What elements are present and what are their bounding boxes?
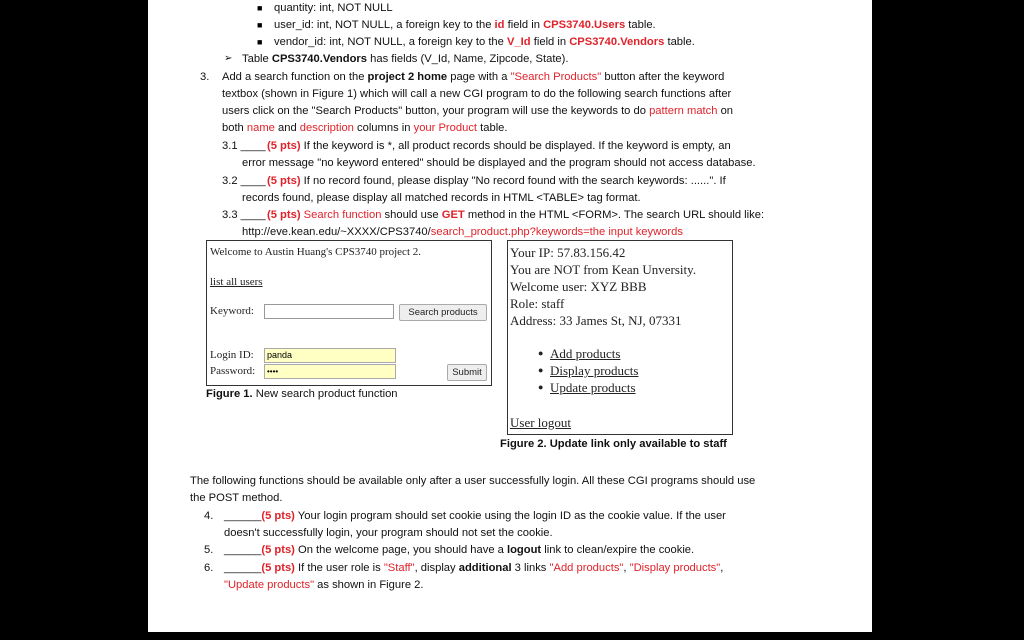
- display-products-link[interactable]: Display products: [550, 363, 639, 378]
- password-label: Password:: [210, 365, 256, 377]
- item-6-line-1: ______(5 pts) If the user role is "Staff", display additional 3 links "Add products", "Display products",: [224, 562, 724, 574]
- keyword-input[interactable]: [264, 304, 394, 319]
- bullet: ■: [257, 20, 263, 30]
- list-all-users-link[interactable]: list all users: [210, 276, 263, 288]
- item-3-line-4: both name and description columns in your Product table.: [222, 122, 508, 134]
- add-products-link[interactable]: Add products: [550, 346, 621, 361]
- item-6-number: 6.: [204, 562, 214, 574]
- not-kean-text: You are NOT from Kean Unversity.: [510, 262, 697, 277]
- bullet: ●: [538, 348, 544, 358]
- subitem-3-2-line-2: records found, please display all matched records in HTML <TABLE> tag format.: [242, 192, 641, 204]
- subitem-3-1-line-2: error message "no keyword entered" should be displayed and the program should not access database.: [242, 157, 756, 169]
- item-4-line-1: ______(5 pts) Your login program should set cookie using the login ID as the cookie value. If the user: [224, 510, 726, 522]
- subitem-3-2-line-1: (5 pts) If no record found, please display "No record found with the search keywords: ......". If: [267, 175, 726, 187]
- figure-2-caption: Figure 2. Update link only available to staff: [500, 438, 727, 450]
- item-3-line-3: users click on the "Search Products" button, your program will use the keywords to do pattern match on: [222, 105, 734, 117]
- submit-button[interactable]: Submit: [447, 364, 487, 381]
- vendors-table-line: Table CPS3740.Vendors has fields (V_Id, Name, Zipcode, State).: [242, 53, 569, 65]
- intro-line-2: the POST method.: [190, 492, 283, 504]
- subitem-3-1-line-1: (5 pts) If the keyword is *, all product records should be displayed. If the keyword is empty, an: [267, 140, 731, 152]
- login-id-label: Login ID:: [210, 349, 254, 361]
- item-5-line: ______(5 pts) On the welcome page, you should have a logout link to clean/expire the cookie.: [224, 544, 695, 556]
- arrow-bullet-icon: ➢: [224, 53, 233, 64]
- login-id-input[interactable]: panda: [264, 348, 396, 363]
- welcome-user-text: Welcome user: XYZ BBB: [510, 279, 647, 294]
- field-user-id: user_id: int, NOT NULL, a foreign key to the id field in CPS3740.Users table.: [274, 19, 656, 31]
- subitem-3-3-line-1: (5 pts) Search function should use GET method in the HTML <FORM>. The search URL should like:: [267, 209, 765, 221]
- search-url: http://eve.kean.edu/~XXXX/CPS3740/search_product.php?keywords=the input keywords: [242, 226, 683, 238]
- address-text: Address: 33 James St, NJ, 07331: [510, 313, 682, 328]
- item-3-line-2: textbox (shown in Figure 1) which will call a new CGI program to do the following search functions after: [222, 88, 732, 100]
- figure-1-caption: Figure 1. New search product function: [206, 388, 398, 400]
- figure-2-screenshot: [507, 240, 733, 435]
- welcome-text: Welcome to Austin Huang's CPS3740 project 2.: [210, 246, 421, 258]
- update-products-link[interactable]: Update products: [550, 380, 636, 395]
- bullet: ■: [257, 37, 263, 47]
- search-products-button[interactable]: Search products: [399, 304, 487, 321]
- bullet: ●: [538, 365, 544, 375]
- subitem-3-2-number: 3.2 ____: [222, 175, 266, 187]
- field-quantity: quantity: int, NOT NULL: [274, 2, 393, 14]
- document-page: [148, 0, 872, 632]
- item-3-number: 3.: [200, 71, 210, 83]
- keyword-label: Keyword:: [210, 305, 254, 317]
- item-4-line-2: doesn't successfully login, your program should not set the cookie.: [224, 527, 553, 539]
- bullet: ●: [538, 382, 544, 392]
- bullet: ■: [257, 3, 263, 13]
- figure-1-screenshot: [206, 240, 492, 386]
- password-input[interactable]: ••••: [264, 364, 396, 379]
- role-text: Role: staff: [510, 296, 565, 311]
- intro-line-1: The following functions should be available only after a user successfully login. All these CGI programs should use: [190, 475, 756, 487]
- item-3-line-1: Add a search function on the project 2 home page with a "Search Products" button after the keyword: [222, 71, 725, 83]
- field-vendor-id: vendor_id: int, NOT NULL, a foreign key to the V_Id field in CPS3740.Vendors table.: [274, 36, 695, 48]
- item-5-number: 5.: [204, 544, 214, 556]
- item-4-number: 4.: [204, 510, 214, 522]
- item-6-line-2: "Update products" as shown in Figure 2.: [224, 579, 424, 591]
- user-logout-link[interactable]: User logout: [510, 415, 572, 430]
- ip-text: Your IP: 57.83.156.42: [510, 245, 626, 260]
- subitem-3-1-number: 3.1 ____: [222, 140, 266, 152]
- subitem-3-3-number: 3.3 ____: [222, 209, 266, 221]
